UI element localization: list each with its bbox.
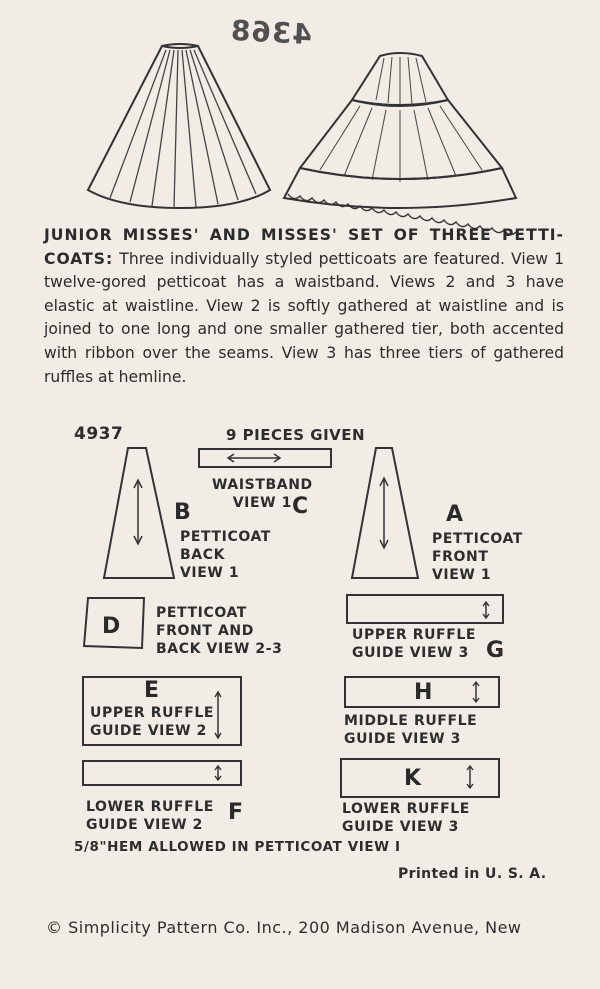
piece-h-label: MIDDLE RUFFLE GUIDE VIEW 3 xyxy=(344,713,478,747)
piece-d-label: PETTICOAT FRONT AND BACK VIEW 2-3 xyxy=(156,605,283,657)
piece-f-label: LOWER RUFFLE GUIDE VIEW 2 xyxy=(86,799,214,833)
piece-k-label: LOWER RUFFLE GUIDE VIEW 3 xyxy=(342,801,470,835)
piece-f-letter: F xyxy=(228,800,244,825)
piece-b-label: PETTICOAT BACK VIEW 1 xyxy=(180,529,271,581)
pattern-id: 4937 xyxy=(74,424,124,444)
piece-k-letter: K xyxy=(404,766,422,791)
piece-c-letter: C xyxy=(292,494,309,519)
piece-c-grain-arrow xyxy=(224,450,284,466)
piece-g-letter: G xyxy=(486,638,505,663)
piece-h-grain-arrow xyxy=(470,680,482,704)
copyright-footer: © Simplicity Pattern Co. Inc., 200 Madison Avenue, New xyxy=(46,918,522,937)
piece-e-letter: E xyxy=(144,678,160,703)
pieces-given: 9 PIECES GIVEN xyxy=(226,426,366,444)
view1-gored-petticoat-illustration xyxy=(80,40,280,210)
piece-k-grain-arrow xyxy=(464,764,476,790)
piece-c-label: WAISTBAND VIEW 1 xyxy=(212,477,313,511)
pattern-description xyxy=(44,224,564,389)
view2-tiered-petticoat-illustration xyxy=(280,48,520,208)
piece-a-letter: A xyxy=(446,502,464,527)
piece-d-letter: D xyxy=(102,614,121,639)
hem-allowance-note: 5/8"HEM ALLOWED IN PETTICOAT VIEW I xyxy=(74,839,401,855)
piece-e-label: UPPER RUFFLE GUIDE VIEW 2 xyxy=(90,705,215,739)
piece-a-shape xyxy=(346,446,426,580)
description-body: Three individually styled petticoats are featured. View 1 twelve-gored petticoat has a waistband. Views 2 and 3 have elastic at waistline. View 2 is softly gathered at waistline and is joined to one long and one smaller gathered tier, both accented with ribbon over the seams. View 3 has three tiers of gathered ruffles at hemline. xyxy=(44,249,564,386)
piece-g-grain-arrow xyxy=(480,600,492,620)
piece-a-label: PETTICOAT FRONT VIEW 1 xyxy=(432,531,523,583)
piece-g-label: UPPER RUFFLE GUIDE VIEW 3 xyxy=(352,627,477,661)
piece-b-letter: B xyxy=(174,500,191,525)
piece-e-grain-arrow xyxy=(212,690,224,740)
piece-b-shape xyxy=(100,446,180,580)
piece-f-grain-arrow xyxy=(212,764,224,782)
pattern-number-stamp: 4368 xyxy=(229,13,313,52)
printed-in-note: Printed in U. S. A. xyxy=(398,866,547,882)
description-heading: JUNIOR MISSES' AND MISSES' SET OF THREE PETTI-COATS: xyxy=(44,226,564,268)
piece-h-letter: H xyxy=(414,680,433,705)
